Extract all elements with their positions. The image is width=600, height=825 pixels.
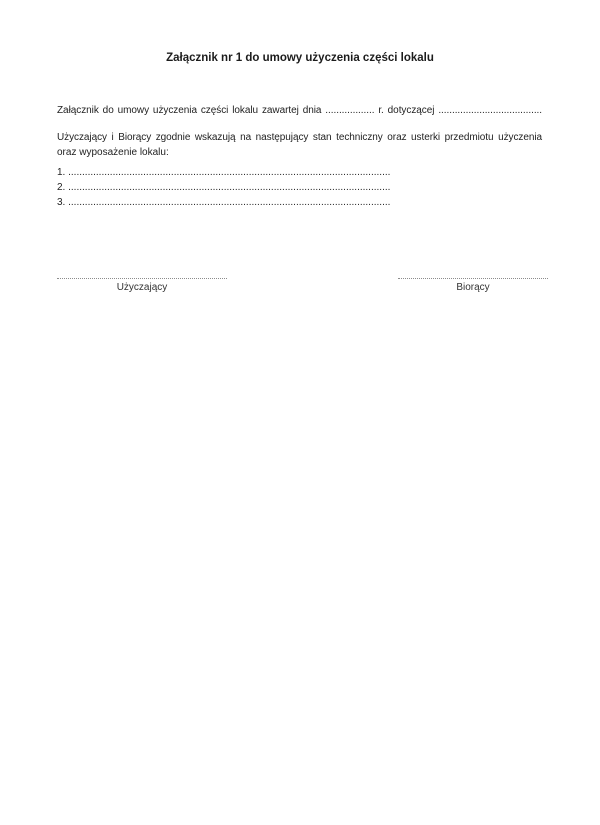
intro-paragraph: Załącznik do umowy użyczenia części lokalu zawartej dnia .................. r. dotyczącej ...................................... xyxy=(57,105,542,116)
statement-paragraph xyxy=(57,130,542,160)
list-item-2: 2. .................................................................................................................... xyxy=(57,182,391,193)
signature-block-lender xyxy=(57,270,227,293)
list-item-1: 1. .................................................................................................................... xyxy=(57,167,391,178)
statement-line-2: oraz wyposażenie lokalu: xyxy=(57,147,169,158)
signature-dotted-line xyxy=(57,270,227,279)
list-item-3: 3. .................................................................................................................... xyxy=(57,197,391,208)
signature-label-lender: Użyczający xyxy=(116,282,168,293)
signature-label-borrower: Biorący xyxy=(456,282,490,293)
signature-dotted-line xyxy=(398,270,548,279)
signature-block-borrower xyxy=(398,270,548,293)
condition-list xyxy=(57,165,542,210)
page-title: Załącznik nr 1 do umowy użyczenia części lokalu xyxy=(166,52,434,64)
statement-line-1: Użyczający i Biorący zgodnie wskazują na następujący stan techniczny oraz usterki przedmiotu użyczenia xyxy=(57,132,542,143)
